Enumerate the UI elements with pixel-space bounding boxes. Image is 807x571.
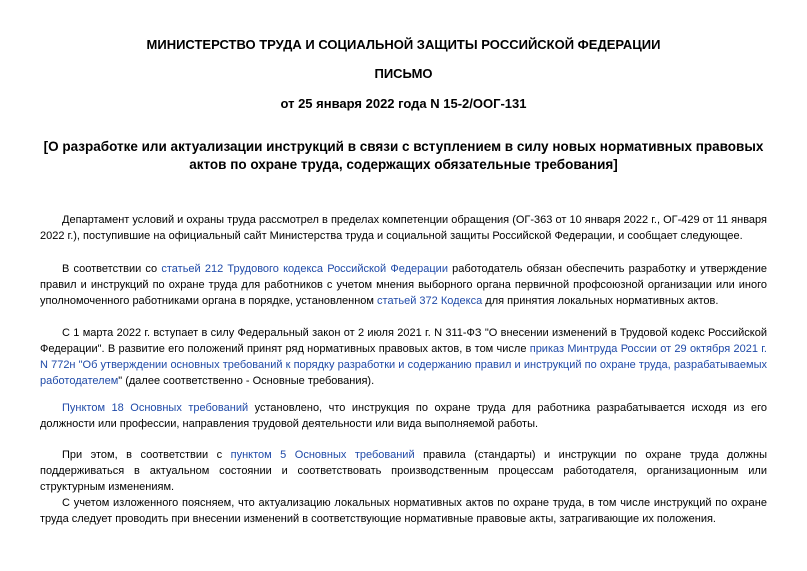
- paragraph-6-text: С учетом изложенного поясняем, что актуализацию локальных нормативных актов по охране труда, в том числе инструкций по охране труда следует проводить при внесении изменений в соответствующие нормативные правовые акты, затрагивающие их положения.: [40, 497, 767, 525]
- paragraph-3-text-b: " (далее соответственно - Основные требования).: [118, 375, 375, 387]
- link-order-772n[interactable]: приказ Минтруда России от 29 октября 2021 г. N 772н "Об утверждении основных требований к порядку разработки и содержанию правил и инструкций по охране труда, разрабатываемых работодателем: [40, 343, 767, 387]
- link-point-18[interactable]: Пунктом 18 Основных требований: [62, 402, 249, 414]
- document-subject: [О разработке или актуализации инструкций в связи с вступлением в силу новых нормативных правовых актов по охране труда, содержащих обязательные требования]: [43, 139, 764, 172]
- paragraph-1-text: Департамент условий и охраны труда рассмотрел в пределах компетенции обращения (ОГ-363 от 10 января 2022 г., ОГ-429 от 11 января 2022 г.), поступившие на официальный сайт Министерства труда и социальной защиты Российской Федерации, и сообщает следующее.: [40, 214, 767, 242]
- document-type: ПИСЬМО: [374, 66, 433, 81]
- paragraph-6: [40, 495, 767, 527]
- paragraph-3-text-a: С 1 марта 2022 г. вступает в силу Федеральный закон от 2 июля 2021 г. N 311-ФЗ "О внесении изменений в Трудовой кодекс Российской Федерации". В развитие его положений принят ряд нормативных правовых актов, в том числе: [40, 327, 767, 355]
- paragraph-5-text-b: правила (стандарты) и инструкции по охране труда должны поддерживаться в актуальном состоянии и соответствовать производственным процессам работодателя, организационным или структурным изменениям.: [40, 449, 767, 493]
- paragraph-2-text-a: В соответствии со: [62, 263, 162, 275]
- paragraph-2-text-b: работодатель обязан обеспечить разработку и утверждение правил и инструкций по охране труда для работников с учетом мнения выборного органа первичной профсоюзной организации или иного уполномоченного работниками органа в порядке, установленном: [40, 263, 767, 307]
- paragraph-4: [40, 400, 767, 432]
- link-point-5[interactable]: пунктом 5 Основных требований: [230, 449, 415, 461]
- paragraph-5: [40, 447, 767, 495]
- document-date-number: от 25 января 2022 года N 15-2/ООГ-131: [280, 96, 527, 111]
- ministry-title: МИНИСТЕРСТВО ТРУДА И СОЦИАЛЬНОЙ ЗАЩИТЫ РОССИЙСКОЙ ФЕДЕРАЦИИ: [146, 37, 661, 52]
- paragraph-5-text-a: При этом, в соответствии с: [62, 449, 231, 461]
- paragraph-2: [40, 261, 767, 309]
- link-article-372[interactable]: статьей 372 Кодекса: [377, 295, 483, 307]
- paragraph-2-text-c: для принятия локальных нормативных актов.: [482, 295, 719, 307]
- paragraph-3: [40, 325, 767, 389]
- paragraph-1: [40, 212, 767, 244]
- paragraph-4-text: установлено, что инструкция по охране труда для работника разрабатывается исходя из его должности или профессии, направления трудовой деятельности или вида выполняемой работы.: [40, 402, 767, 430]
- link-article-212[interactable]: статьей 212 Трудового кодекса Российской Федерации: [161, 263, 448, 275]
